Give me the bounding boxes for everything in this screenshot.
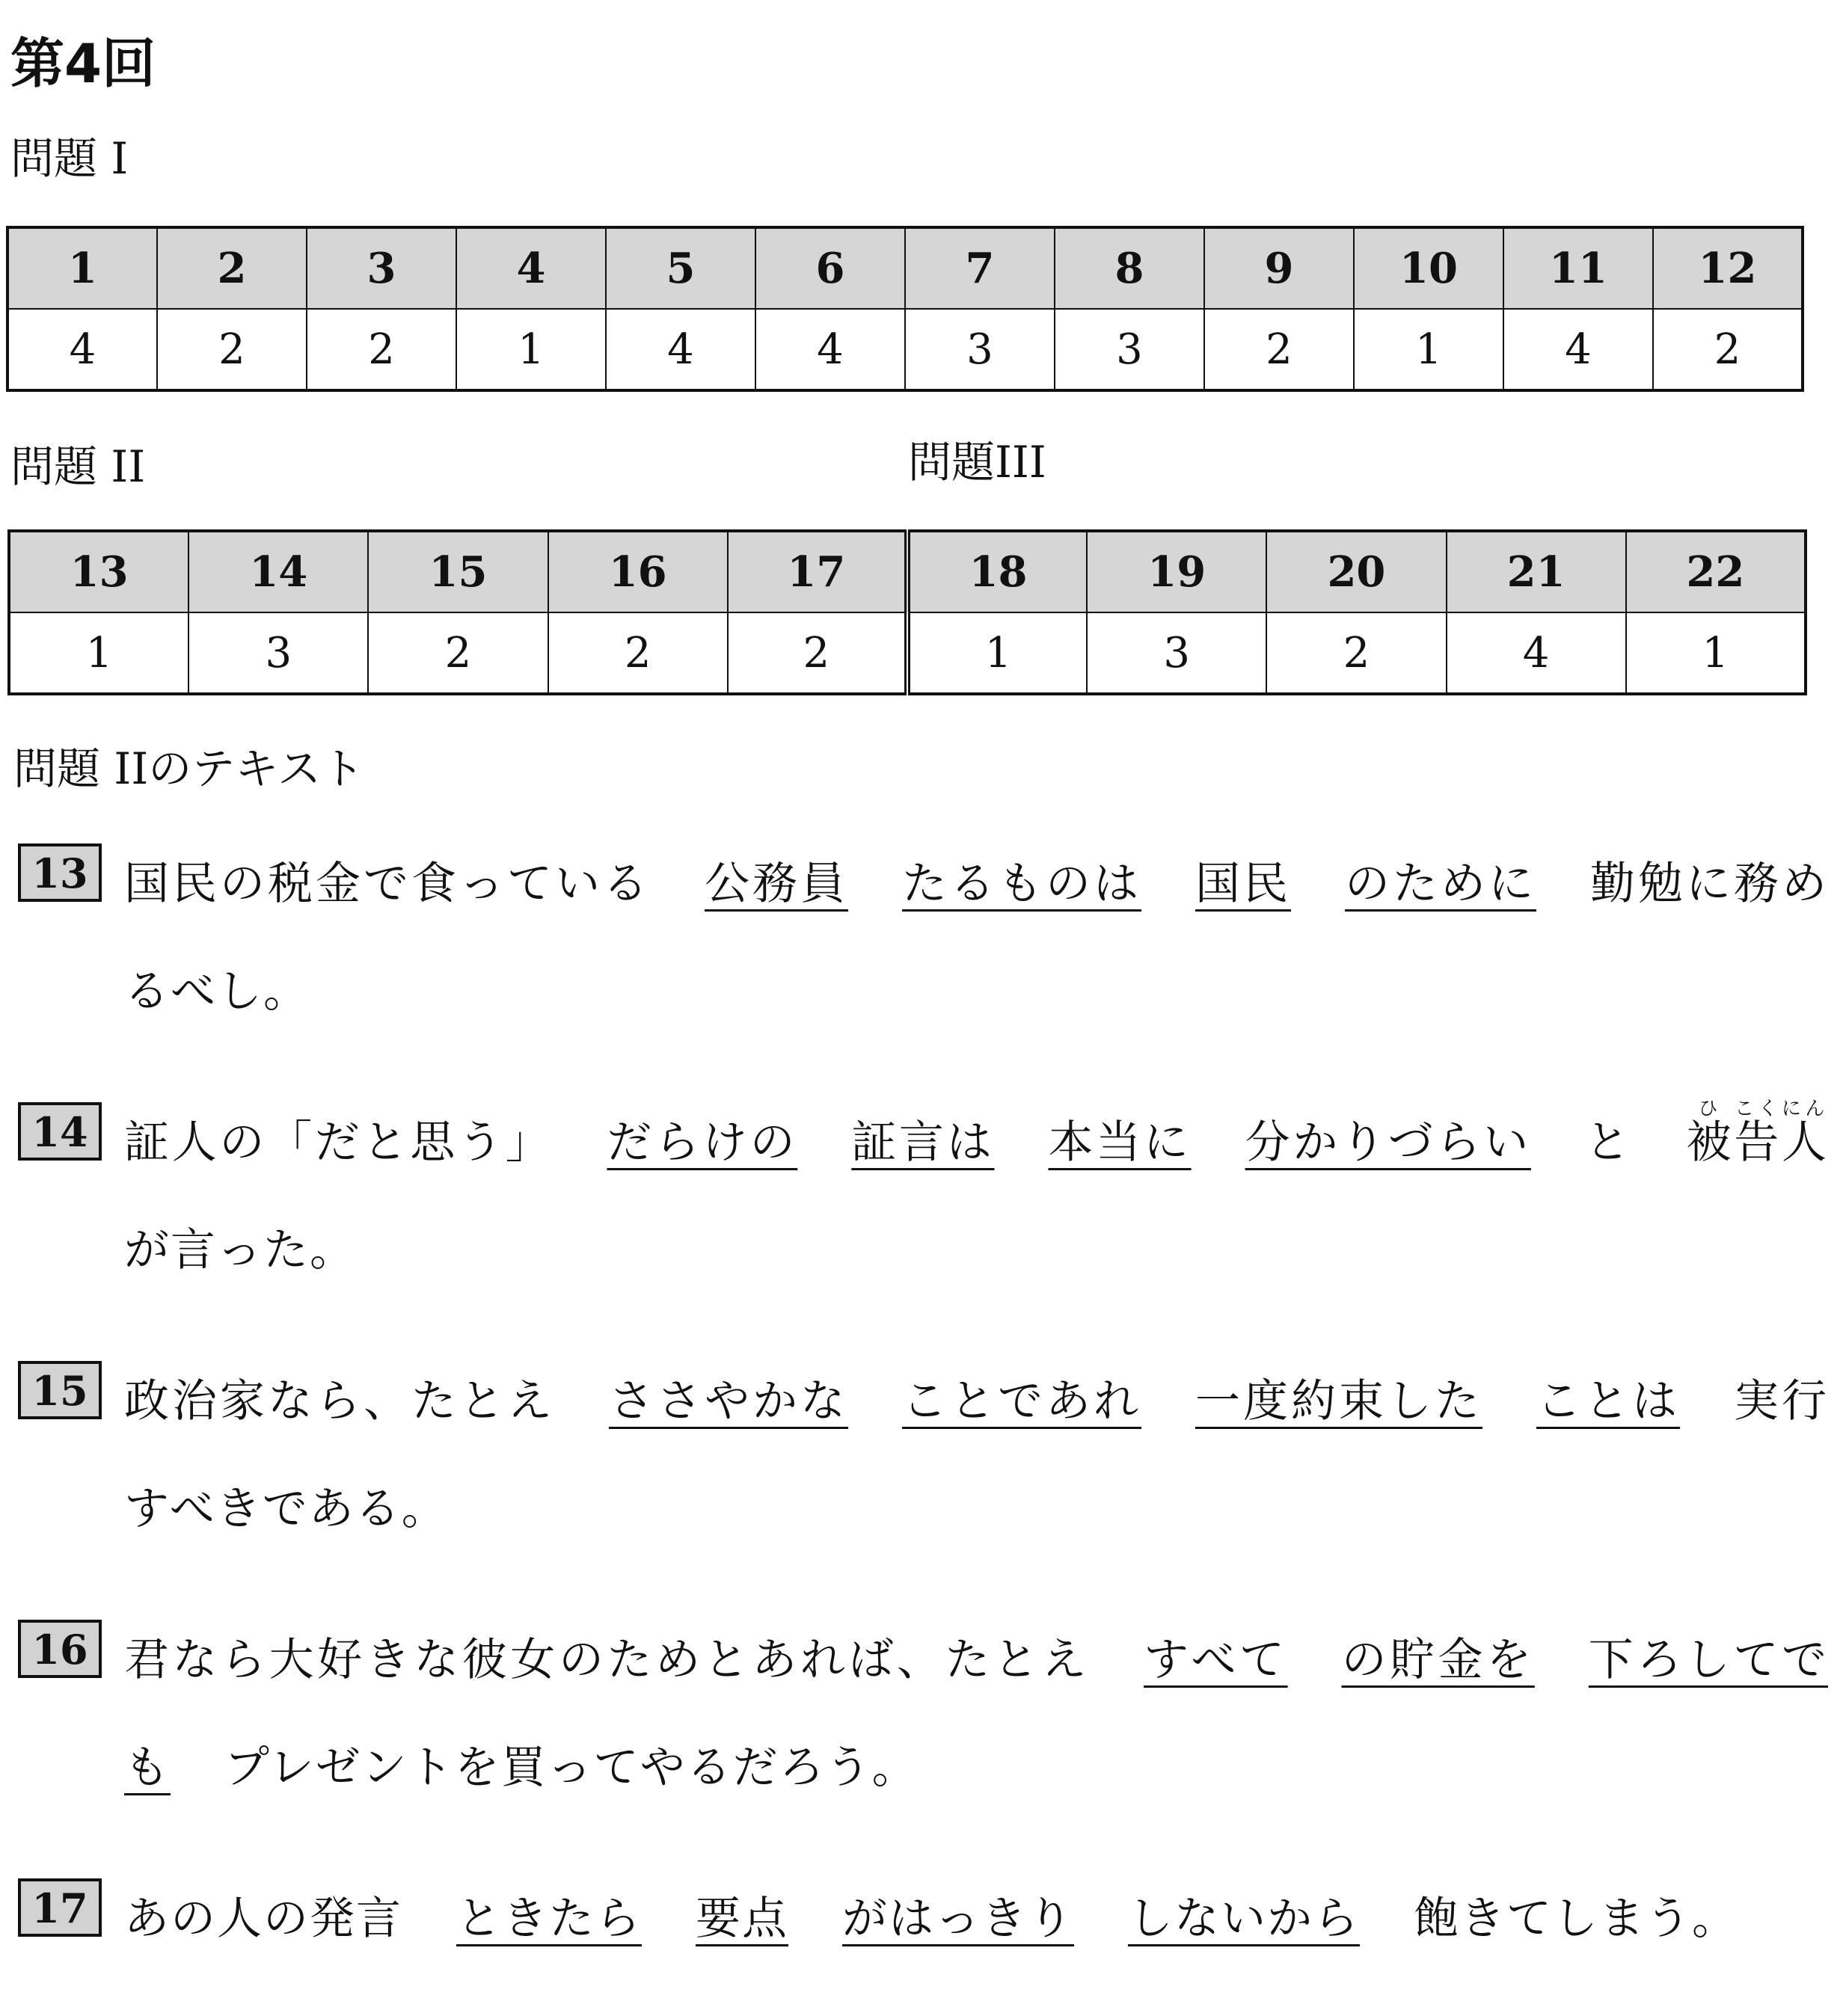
underlined-segment: しないから <box>1128 1893 1360 1945</box>
answer-value: 1 <box>456 309 606 390</box>
sentence-segment: 実行すべきである。 <box>124 1375 1828 1535</box>
underlined-segment: すべて <box>1144 1634 1288 1686</box>
item-number-badge: 14 <box>18 1102 102 1161</box>
question-number: 4 <box>456 227 606 309</box>
text-item <box>18 1606 1828 1822</box>
sentence-segment: 政治家なら、たとえ <box>124 1375 555 1428</box>
answer-value: 1 <box>1354 309 1503 390</box>
question-number: 7 <box>905 227 1055 309</box>
sentence <box>124 1865 1828 1973</box>
sentence-segment: 君なら大好きな彼女のためとあれば、たとえ <box>124 1634 1091 1686</box>
underlined-segment: 公務員 <box>705 858 848 910</box>
answer-value: 2 <box>1204 309 1354 390</box>
underlined-segment: ときたら <box>456 1893 642 1945</box>
answer-row <box>7 309 1803 390</box>
answer-value: 3 <box>905 309 1055 390</box>
answer-value: 4 <box>1503 309 1653 390</box>
question-number: 17 <box>728 531 907 612</box>
underlined-segment: 国民 <box>1195 858 1291 910</box>
sentence <box>124 1347 1828 1563</box>
sentence-segment: と <box>1584 1116 1633 1169</box>
underlined-segment: 一度約束した <box>1195 1375 1482 1428</box>
answer-value: 3 <box>1055 309 1204 390</box>
answer-value: 3 <box>188 612 368 694</box>
question-number: 12 <box>1653 227 1803 309</box>
header-row <box>9 531 1806 612</box>
underlined-segment: 分かりづらい <box>1245 1116 1531 1169</box>
sentence-segment: 飽きてしまう。 <box>1414 1893 1738 1945</box>
sentence <box>124 830 1828 1045</box>
item-number-badge: 13 <box>18 843 102 902</box>
sentence <box>124 1089 1828 1304</box>
answer-value: 4 <box>755 309 905 390</box>
answer-row <box>9 612 1806 694</box>
question-number: 2 <box>157 227 307 309</box>
sentence-segment: 被ひ告人こくにんが言った。 <box>124 1098 1829 1276</box>
answer-table-2 <box>7 529 1807 695</box>
answer-value: 2 <box>1653 309 1803 390</box>
answer-value: 4 <box>606 309 755 390</box>
underlined-segment: ことは <box>1536 1375 1680 1428</box>
text-item <box>18 1865 1828 1973</box>
answer-value: 3 <box>1087 612 1266 694</box>
underlined-segment: 本当に <box>1048 1116 1192 1169</box>
section-label-3: 問題III <box>908 437 1046 488</box>
section-label-2: 問題 II <box>10 441 146 492</box>
question-number: 11 <box>1503 227 1653 309</box>
text-item <box>18 1347 1828 1563</box>
item-number-badge: 16 <box>18 1620 102 1678</box>
underlined-segment: たるものは <box>902 858 1141 910</box>
question-number: 21 <box>1447 531 1626 612</box>
underlined-segment: のために <box>1345 858 1536 910</box>
item-number-badge: 15 <box>18 1361 102 1419</box>
sentence <box>124 1606 1828 1822</box>
question-number: 10 <box>1354 227 1503 309</box>
underlined-segment: 下ろしてでも <box>124 1634 1828 1794</box>
text-item <box>18 1089 1828 1304</box>
section-label-1: 問題 I <box>10 133 129 184</box>
underlined-segment: だらけの <box>607 1116 798 1169</box>
sentence-segment: プレゼントを買ってやるだろう。 <box>224 1742 919 1794</box>
answer-value: 1 <box>1626 612 1806 694</box>
answer-value: 2 <box>157 309 307 390</box>
question-number: 9 <box>1204 227 1354 309</box>
header-row <box>7 227 1803 309</box>
answer-table-1 <box>6 226 1804 392</box>
underlined-segment: がはっきり <box>842 1893 1074 1945</box>
answer-value: 1 <box>9 612 188 694</box>
question-number: 18 <box>907 531 1087 612</box>
text-item <box>18 830 1828 1045</box>
question-number: 22 <box>1626 531 1806 612</box>
text-items <box>18 830 1828 2016</box>
item-number-badge: 17 <box>18 1878 102 1937</box>
question-number: 14 <box>188 531 368 612</box>
sentence-segment: 証人の「だと思う」 <box>124 1116 554 1169</box>
question-number: 16 <box>548 531 728 612</box>
answer-value: 2 <box>1266 612 1446 694</box>
text-section-label: 問題 IIのテキスト <box>13 743 365 794</box>
question-number: 13 <box>9 531 188 612</box>
answer-value: 4 <box>1447 612 1626 694</box>
question-number: 8 <box>1055 227 1204 309</box>
question-number: 15 <box>368 531 548 612</box>
question-number: 3 <box>307 227 456 309</box>
answer-value: 2 <box>548 612 728 694</box>
question-number: 20 <box>1266 531 1446 612</box>
answer-value: 2 <box>307 309 456 390</box>
sentence-segment: 国民の税金で食っている <box>124 858 651 910</box>
question-number: 19 <box>1087 531 1266 612</box>
sentence-segment: 勤勉に務めるべし。 <box>124 858 1828 1018</box>
underlined-segment: 証言は <box>851 1116 995 1169</box>
question-number: 5 <box>606 227 755 309</box>
underlined-segment: ささやかな <box>609 1375 848 1428</box>
underlined-segment: 要点 <box>696 1893 788 1945</box>
page-title: 第4回 <box>10 32 156 95</box>
question-number: 1 <box>7 227 157 309</box>
answer-value: 2 <box>368 612 548 694</box>
underlined-segment: の貯金を <box>1341 1634 1535 1686</box>
answer-value: 1 <box>907 612 1087 694</box>
answer-value: 2 <box>728 612 907 694</box>
question-number: 6 <box>755 227 905 309</box>
answer-value: 4 <box>7 309 157 390</box>
sentence-segment: あの人の発言 <box>124 1893 402 1945</box>
underlined-segment: ことであれ <box>902 1375 1141 1428</box>
